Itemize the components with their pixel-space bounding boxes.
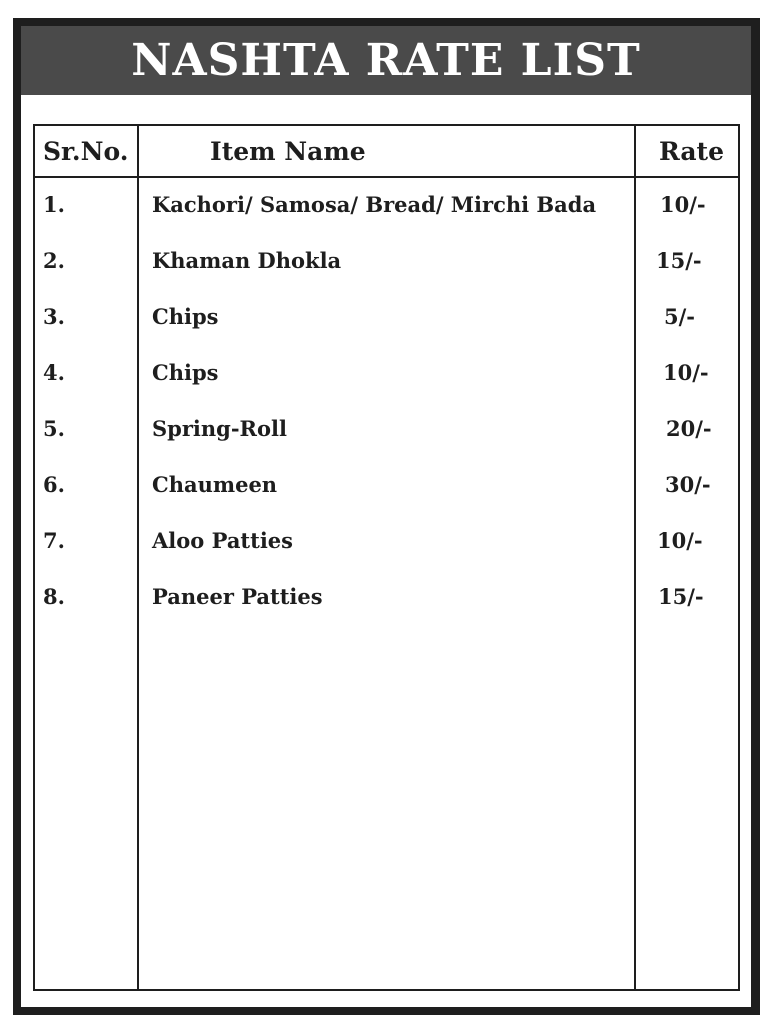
row-rate: 10/- bbox=[660, 192, 706, 217]
row-sr-no: 4. bbox=[43, 360, 65, 385]
table-row bbox=[35, 416, 738, 446]
header-sr-no: Sr.No. bbox=[43, 136, 129, 166]
row-item-name: Spring-Roll bbox=[152, 416, 287, 441]
row-rate: 15/- bbox=[658, 584, 704, 609]
row-rate: 10/- bbox=[657, 528, 703, 553]
row-rate: 5/- bbox=[664, 304, 695, 329]
table-row bbox=[35, 528, 738, 558]
row-sr-no: 1. bbox=[43, 192, 65, 217]
header-rate: Rate bbox=[659, 136, 725, 166]
table-row bbox=[35, 472, 738, 502]
row-sr-no: 6. bbox=[43, 472, 65, 497]
header-item-name: Item Name bbox=[210, 136, 366, 166]
row-item-name: Khaman Dhokla bbox=[152, 248, 342, 273]
row-rate: 30/- bbox=[665, 472, 711, 497]
table-row bbox=[35, 304, 738, 334]
title-bar bbox=[21, 26, 751, 95]
table-row bbox=[35, 248, 738, 278]
row-rate: 20/- bbox=[666, 416, 712, 441]
row-item-name: Chaumeen bbox=[152, 472, 278, 497]
table-row bbox=[35, 584, 738, 614]
rate-table bbox=[33, 124, 740, 991]
header-divider bbox=[35, 176, 738, 178]
row-item-name: Paneer Patties bbox=[152, 584, 323, 609]
page-title: NASHTA RATE LIST bbox=[131, 34, 641, 86]
table-row bbox=[35, 192, 738, 222]
row-item-name: Chips bbox=[152, 360, 219, 385]
row-sr-no: 2. bbox=[43, 248, 65, 273]
row-item-name: Aloo Patties bbox=[152, 528, 293, 553]
row-sr-no: 7. bbox=[43, 528, 65, 553]
row-sr-no: 5. bbox=[43, 416, 65, 441]
row-rate: 15/- bbox=[656, 248, 702, 273]
table-row bbox=[35, 360, 738, 390]
row-item-name: Chips bbox=[152, 304, 219, 329]
row-item-name: Kachori/ Samosa/ Bread/ Mirchi Bada bbox=[152, 192, 597, 217]
row-sr-no: 8. bbox=[43, 584, 65, 609]
row-rate: 10/- bbox=[663, 360, 709, 385]
row-sr-no: 3. bbox=[43, 304, 65, 329]
